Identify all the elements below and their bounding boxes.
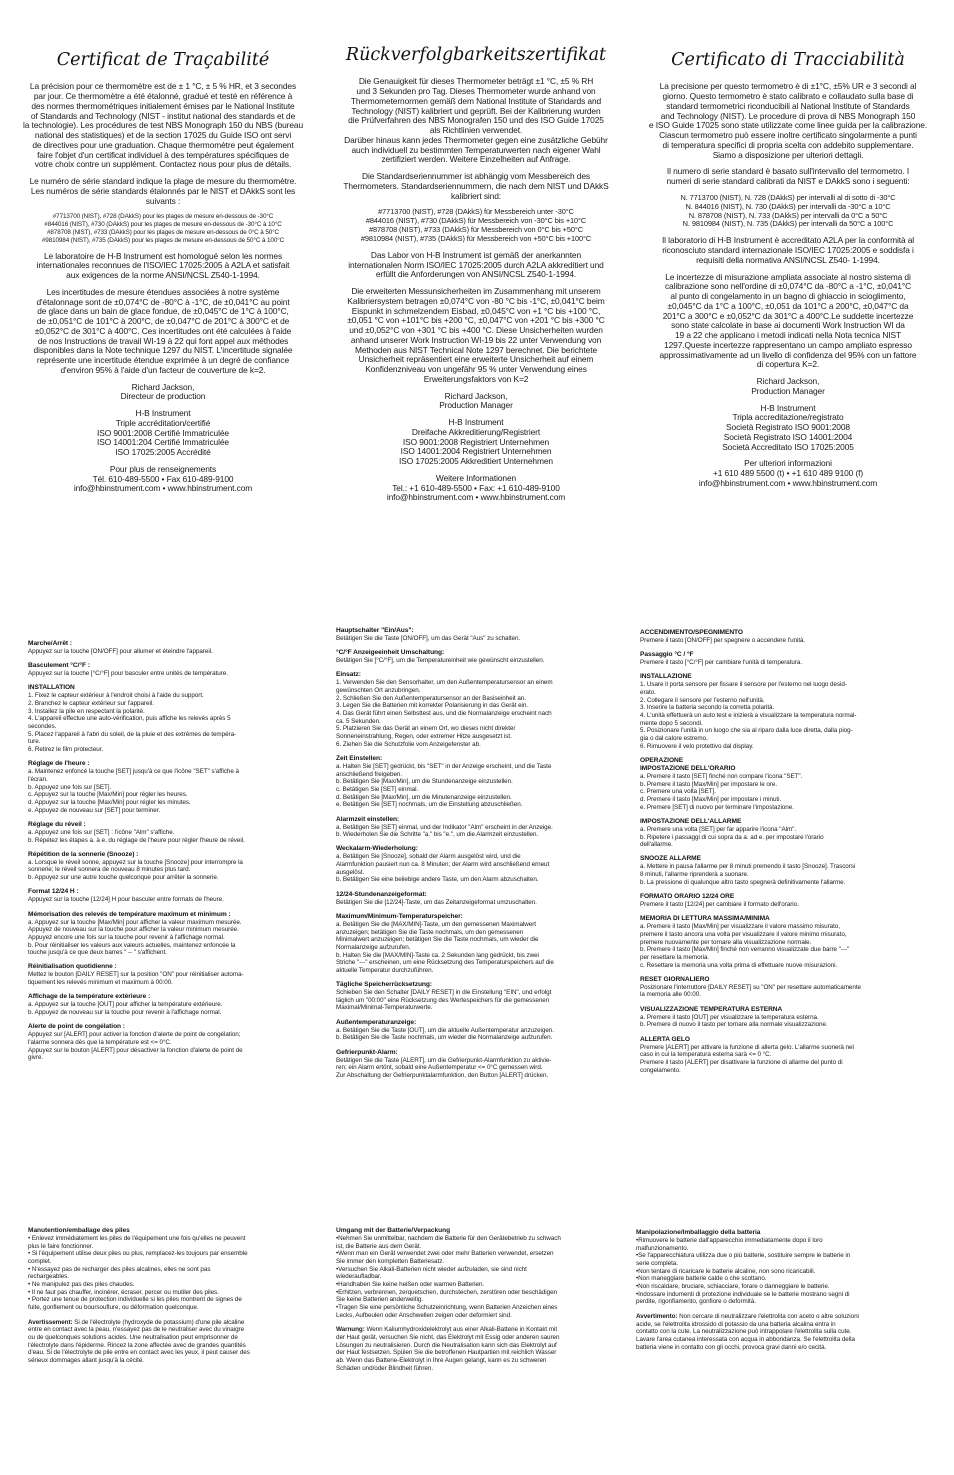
certificate-german [326,45,626,590]
instruction-heading: °C/°F Anzeigeeinheit Umschaltung: [336,649,445,657]
instruction-section [28,684,310,753]
instruction-body: a. Appuyez sur la touche [Max/Min] pour afficher la valeur maximum mesurée. Appuyez de nouveau sur la touche pour afficher la valeur minimum mesurée. Appuyez encore une fois sur la touche pour revenir à l'affichage normal. b. Pour réinitialiser les valeurs aux valeurs actuelles, maintenez enfoncée la touche jusqu'à ce que deux barres " -- " s'affichent. [28,918,242,957]
instruction-body: Posizionare l'interruttore [DAILY RESET] su "ON" per resettare automaticamente la memoria alle 00:00. [640,983,861,999]
certificate-italian [642,50,934,590]
instruction-body: 1. Fixez le capteur extérieur à l'endroit choisi à l'aide du support. 2. Branchez le capteur extérieur sur l'appareil. 3. Installez la pile en respectant la polarité. 4. L'appareil effectue une auto-vérification, puis affiche les relevés après 5 secondes. 5. Placez l'appareil à l'abri du soleil, de la pluie et des extrêmes de tempéra- ture. 6. Retirez le film protecteur. [28,692,237,754]
instruction-section [640,757,926,811]
instruction-section [640,818,926,849]
certificate-paragraph: Weitere Informationen Tel.: +1 610-489-5500 • Fax: +1 610-489-9100 info@hbinstrument.com • www.hbinstrument.com [386,472,566,503]
instruction-body: a. Appuyez sur la touche [OUT] pour afficher la température extérieure. b. Appuyez de nouveau sur la touche pour revenir à l'affichage normal. [28,1001,223,1016]
instruction-heading: VISUALIZZAZIONE TEMPERATURA ESTERNA [640,1005,783,1013]
battery-german [336,1227,626,1467]
instruction-heading: OPERAZIONE IMPOSTAZIONE DELL'ORARIO [640,756,736,773]
instruction-heading: INSTALLAZIONE [640,673,692,681]
instruction-body: Betätigen Sie die Taste [ON/OFF], um das Gerät "Aus" zu schalten. [336,635,521,643]
instruction-body: Betätigen Sie die [12/24]-Taste, um das Zeitanzeigeformat umzuschalten. [336,898,537,906]
instruction-heading: Außentemperaturanzeige: [336,1018,417,1026]
instruction-heading: MEMORIA DI LETTURA MASSIMA/MINIMA [640,915,770,923]
instruction-heading: Einsatz: [336,671,361,679]
instruction-heading: Marche/Arrêt : [28,640,73,647]
instruction-body: Betätigen Sie [°C/°F], um die Temperatureinheit wie gewünscht einzustellen. [336,657,545,665]
instruction-section [28,993,310,1016]
certificate-paragraph: H-B Instrument Triple accréditation/certifié ISO 9001:2008 Certifié Immatriculée ISO 14001:204 Certifié Immatriculée ISO 17025:2005 Accrédité [97,408,229,458]
instruction-body: Appuyez sur [ALERT] pour activer la fonction d'alerte de point de congélation; l'alarme sonnera dès que la température est <= 0°C. Appuyez sur le bouton [ALERT] pour désactiver la fonction d'alerte de point de givre. [28,1031,243,1062]
battery-body: • Enlevez immédiatement les piles de l'équipement une fois qu'elles ne peuvent plus le faire fonctionner. • Si l'équipement utilise deux piles ou plus, remplacez-les toujours par ensemble complet. • N'essayez pas de recharger des piles alcalines, elles ne sont pas rechargeables. • Ne manipulez pas des piles chaudes. • Il ne faut pas chauffer, incinérer, écraser, percer ou mutiler des piles. • Portez une tenue de protection individuelle si les piles montrent de signes de fuite, gonflement ou boursouflure, ou déformation quelconque. [28,1235,248,1312]
certificate-title: Certificat de Traçabilité [56,50,270,70]
instruction-heading: Tägliche Speicherrücksetzung: [336,981,433,989]
instruction-body: a. Premere il tasto [Max/Min] per visualizzare il valore massimo misurato, premere il tasto ancora una volta per visualizzare il valore minimo misurato, premere nuovamente per tornare alla visualizzazione normale. b. Premere il tasto [Max/Min] finché non verranno visualizzate due barre "---" per resettare la memoria. c. Resettare la memoria una volta prima di effettuare nuove misurazioni. [640,923,850,969]
instruction-section [336,913,622,975]
certificate-paragraph: Richard Jackson, Directeur de production [120,381,206,402]
instruction-body: 1. Verwenden Sie den Sensorhalter, um den Außentemperatursensor an einem gewünschten Ort anzubringen. 2. Schließen Sie den Außentemperatursensor an der Basiseinheit an. 3. Legen Sie die Batterien mit korrekter Polarisierung in das Gerät ein. 4. Das Gerät führt einen Selbsttest aus, und die Normalanzeige erscheint nach ca. 5 Sekunden. 5. Platzieren Sie das Gerät an einem Ort, wo dieses nicht direkter Sonneneinstrahlung, Regen, oder extremer Hitze ausgesetzt ist. 6. Ziehen Sie die Schutzfolie vom Anzeigefenster ab. [336,679,553,748]
instruction-heading: Réinitialisation quotidienne : [28,963,117,971]
instruction-heading: Réglage du réveil : [28,820,86,828]
battery-warning-text: Si de l'électrolyte (hydroxyde de potassium) d'une pile alcaline entre en contact avec la peau, n'essayez pas de le neutraliser avec du vinaigre ou de quelconques solutions acides. Une neutralisation peut emprisonner de l'électrolyte dans l'épiderme. Rincez la zone affectée avec de grandes quantités d'eau. Si de l'électrolyte de pile entre en contact avec les yeux, il peut causer des sérieux dommages allant jusqu'à la cécité. [28,1318,250,1365]
battery-warning [28,1319,312,1365]
instruction-section [336,627,622,643]
instruction-heading: ALLERTA GELO [640,1035,690,1043]
instruction-section [336,891,622,907]
certificate-paragraph: #7713700 (NIST), #728 (DAkkS) pour les plages de mesure en-dessous de -30°C #844016 (NIST), #730 (DAkkS) pour les plages de mesure en-dessous de -30°C à 10°C #878708 (NIST), #733 (DAkkS) pour les plages de mesure en-dessous de 0°C à 50°C #9810984 (NIST), #735 (DAkkS) pour les plages de mesure en-dessous de 50°C à 100°C [41,213,285,244]
instruction-section [336,755,622,809]
certificate-paragraph: Die Standardseriennummer ist abhängig vom Messbereich des Thermometers. Standardseriennummern, die nach dem NIST und DAkkS kalibriert sind: [343,171,609,201]
instruction-section [28,963,310,986]
battery-french [28,1227,312,1467]
instruction-heading: Mémorisation des relevés de température maximum et minimum : [28,910,231,918]
instruction-section [28,640,310,656]
certificate-title: Certificato di Tracciabilità [671,50,905,70]
certificate-paragraph: La precisione per questo termometro è di ±1°C, ±5% UR e 3 secondi al giorno. Questo termometro è stato calibrato e collaudato sulla base di standard termometrici riconducibili al National Institute of Standards and Technology (NIST). Le procedure di prova di NBS Monograph 150 e ISO Guide 17025 sono state utilizzate come linee guida per la calibrazione. Ciascun termometro può essere inoltre certificato singolarmente a punti di temperatura specifici di propria scelta con addebito supplementare. Siamo a disposizione per ulteriori dettagli. [648,81,928,160]
instruction-section [336,1049,622,1080]
instruction-heading: Répétition de la sonnerie (Snooze) : [28,850,139,858]
instruction-heading: RESET GIORNALIERO [640,975,710,983]
certificate-paragraph: La précision pour ce thermomètre est de ± 1 °C, ± 5 % HR, et 3 secondes par jour. Ce thermomètre a été étalonné, gradué et testé en référence à des normes thermométriques initialement émises par le National Institute of Standards and Technology (NIST - institut national des standards et de la technologie). Les procédures de test NBS Monograph 150 du NBS (bureau national des statistiques) et de la section 17025 du Guide ISO ont servi de directives pour une graduation. Chaque thermomètre peut également faire l'objet d'un certificat individuel à des températures spécifiques de votre choix contre un supplément. Contactez nous pour plus de détails. [22,81,304,170]
instruction-body: Appuyez sur la touche [°C/°F] pour basculer entre unités de température. [28,670,228,678]
instruction-section [28,821,310,844]
instruction-heading: Passaggio °C / °F [640,651,694,659]
instruction-heading: Zeit Einstellen: [336,754,383,762]
instruction-section [640,1006,926,1029]
instruction-section [28,888,310,904]
instruction-section [640,1036,926,1075]
instruction-body: Premere il tasto [12/24] per cambiare il formato dell'orario. [640,901,799,909]
battery-warning-text: Wenn Kaliumhydroxidelektrolyt aus einer Alkali-Batterie in Kontakt mit der Haut gerät, versuchen Sie nicht, das Elektrolyt mit Essig oder anderen sauren Lösungen zu neutralisieren. Durch die Neutralisation kann sich das Elektrolyt auf der Haut festsetzen. Spülen Sie die betroffenen Hautpartien mit reichlich Wasser ab. Wenn das Batterie-Elektrolyt in Ihre Augen gelangt, kann es zu schweren Schäden und/oder Blindheit führen. [336,1326,560,1372]
certificate-paragraph: Les incertitudes de mesure étendues associées à notre système d'étalonnage sont de ±0,074°C de -80°C à -1°C, de ±0,041°C au point de glace dans un bain de glace fondue, de ±0,045°C de 1°C à 100°C, de ±0,051°C de 101°C à 200°C, de ±0,047°C de 201°C à 300°C et de ±0,052°C de 301°C à 400°C. Ces incertitudes ont été calculées à l'aide de nos Instructions de travail WI-19 à 22 qui font appel aux méthodes disponibles dans la Note technique 1297 du NIST. L'incertitude signalée représente une incertitude étendue exprimée à un degré de confiance d'environ 95% à l'aide d'un facteur de couverture de k=2. [33,286,293,375]
instruction-body: a. Betätigen Sie [SET] einmal, und der Indikator "Alm" erscheint in der Anzeige. b. Wiederholen Sie die Schritte "a." bis "e.", um die Alarmzeit einzustellen. [336,823,553,839]
instruction-body: a. Mettere in pausa l'allarme per 8 minuti premendo il tasto [Snooze]. Trascorsi 8 minuti, l'allarme riprenderà a suonare. b. La pressione di qualunque altro tasto spegnerà definitivamente l'allarme. [640,863,856,886]
instruction-section [640,976,926,999]
instructions-german [336,627,622,1207]
battery-warning [636,1313,926,1351]
instruction-heading: Maximum/Minimum-Temperaturspeicher: [336,912,463,920]
instruction-heading: Basculement °C/°F : [28,662,90,670]
instruction-heading: INSTALLATION [28,684,75,692]
instruction-section [336,649,622,665]
instruction-heading: SNOOZE ALLARME [640,855,701,863]
instruction-section [28,911,310,957]
instruction-section [28,1023,310,1062]
instruction-heading: Format 12/24 H : [28,888,79,896]
instruction-section [640,915,926,969]
instruction-body: a. Lorsque le réveil sonne, appuyez sur la touche [Snooze] pour interrompre la sonnerie; le réveil sonnera de nouveau 8 minutes plus tard. b. Appuyez sur une autre touche quelconque pour arrêter la sonnerie. [28,858,243,882]
instruction-heading: IMPOSTAZIONE DELL'ALLARME [640,817,742,825]
instruction-body: 1. Usare il porta sensore per fissare il sensore per l'esterno nel luogo desid- erato. 2. Collegare il sensore per l'esterno nell'unità. 3. Inserire la batteria secondo la corretta polarità. 4. L'unità effettuerà un auto test e inizierà a visualizzare la temperatura normal- mente dopo 5 secondi. 5. Posizionare l'unità in un luogo che sia al riparo dalla luce diretta, dalla piog- gia o dal calore estremo. 6. Rimuovere il velo protettivo dal display. [640,681,857,750]
instruction-section [336,981,622,1012]
instruction-section [640,893,926,909]
instruction-section [640,651,926,667]
certificate-paragraph: H-B Instrument Dreifache Akkreditierung/Registriert ISO 9001:2008 Registriert Unternehmen ISO 14001:2004 Registriert Unternehmen ISO 17025:2005 Akkreditiert Unternehmen [399,417,553,467]
instruction-body: a. Maintenez enfoncé la touche [SET] jusqu'à ce que l'icône "SET" s'affiche à l'écran. b. Appuyez une fois sur [SET]. c. Appuyez sur la touche [Max/Min] pour régler les heures. d. Appuyez sur la touche [Max/Min] pour régler les minutes. e. Appuyez de nouveau sur [SET] pour terminer. [28,768,239,814]
battery-warning [336,1326,626,1372]
instruction-section [336,1019,622,1042]
instruction-body: Appuyez sur la touche [ON/OFF] pour allumer et éteindre l'appareil. [28,648,213,656]
battery-warning-label: Avertissement: [28,1318,73,1326]
certificate-title: Rückverfolgbarkeitszertifikat [345,45,607,65]
instruction-section [640,673,926,750]
battery-warning-label: Warnung: [336,1326,365,1334]
certificate-paragraph: N. 7713700 (NIST), N. 728 (DAkkS) per intervalli al di sotto di -30°C N. 844016 (NIST), N. 730 (DAkkS) per intervalli da -30°C a 10°C N. 878708 (NIST), N. 733 (DAkkS) per intervalli da 0°C a 50°C N. 9810984 (NIST), N. 735 (DAkkS) per intervalli da 50°C a 100°C [680,192,896,229]
battery-body: •Nehmen Sie unmittelbar, nachdem die Batterie für den Gerätebetrieb zu schwach ist, die Batterie aus dem Gerät. •Wenn man ein Gerät verwendet zwei oder mehr Batterien verwendet, ersetzen Sie immer den kompletten Batteriesatz. •Versuchen Sie Alkali-Batterien nicht wieder aufzuladen, sie sind nicht wiederaufladbar. •Handhaben Sie keine heißen oder warmen Batterien. •Erhitzen, verbrennen, zerquetschen, durchstechen, zerstören oder beschädigen Sie keine Batterien anderweitig. •Tragen Sie eine persönliche Schutzeinrichtung, wenn Batterien Anzeichen eines Lecks, Aufbeulen oder Anschwellen zeigen oder deformiert sind. [336,1235,561,1319]
instruction-body: a. Premere il tasto [SET] finché non compare l'icona "SET". b. Premere il tasto [Max/Min] per impostare le ore. c. Premere una volta [SET]. d. Premere il tasto [Max/Min] per impostare i minuti. e. Premere [SET] di nuovo per terminare l'impostazione. [640,773,803,811]
certificate-paragraph: Le incertezze di misurazione ampliata associate al nostro sistema di calibrazione sono nell'ordine di ±0,074°C da -80°C a -1°C, ±0,041°C al punto di congelamento in un bagno di ghiaccio in scioglimento, ±0,045°C da 1°C a 100°C, ±0,051 da 101°C a 200°C, ±0,047°C da 201°C a 300°C e ±0,052°C da 301°C a 400°C.Le suddette incertezze sono state calcolate in base ai documenti Work Instruction WI da 19 a 22 che applicano i metodi indicati nella Nota tecnica NIST 1297.Queste incertezze rappresentano un campo ampliato espresso approssimativamente ad un livello di confidenza del 95% con un fattore di copertura K=2. [659,271,917,370]
certificate-paragraph: H-B Instrument Tripla accreditazione/registrato Società Registrato ISO 9001:2008 Società Registrato ISO 14001:2004 Società Accreditato ISO 17025:2005 [722,402,854,452]
instruction-heading: Weckalarm-Wiederholung: [336,845,418,853]
instruction-body: a. Premere il tasto [OUT] per visualizzare la temperatura esterna. b. Premere di nuovo il tasto per tornare alla normale visualizzazione. [640,1013,828,1029]
certificate-paragraph: Le laboratoire de H-B Instrument est homologué selon les normes internationales reconnues de l'ISO/IEC 17025:2005 à A2LA et satisfait aux exigences de la norme ANSI/NCSL Z540-1-1994. [36,250,290,281]
instruction-body: Schieben Sie den Schalter [DAILY RESET] in die Einstellung "EIN", und erfolgt täglich um "00:00" eine Rücksetzung des Wertespeichers für die gemessenen Maximal/Minimal-Temperaturwerte. [336,989,552,1012]
instruction-body: a. Premere una volta [SET] per far apparire l'icona "Alm". b. Ripetere i passaggi di cui sopra da a. ad e. per impostare l'orario dell'allarme. [640,825,824,849]
instruction-body: a. Appuyez une fois sur [SET] : l'icône "Alm" s'affiche. b. Répétez les étapes a. à e. du réglage de l'heure pour régler l'heure de réveil. [28,828,245,844]
instruction-body: a. Betätigen Sie die Taste [OUT], um die aktuelle Außentemperatur anzuzeigen. b. Betätigen Sie die Taste nochmals, um wieder die Normalanzeige aufzurufen. [336,1026,554,1042]
instruction-body: Premere il tasto [ON/OFF] per spegnere o accendere l'unità. [640,637,806,645]
instruction-heading: Alarmzeit einstellen: [336,815,400,823]
instruction-heading: Affichage de la température extérieure : [28,993,151,1001]
certificate-paragraph: Das Labor von H-B Instrument ist gemäß der anerkannten internationalen Norm ISO/IEC 17025:2005 durch A2LA akkreditiert und erfüllt die Anforderungen von ANSI/NCSL Z540-1-1994. [348,249,604,280]
instruction-section [28,760,310,814]
certificate-french [20,50,306,590]
certificate-paragraph: Die erweiterten Messunsicherheiten im Zusammenhang mit unserem Kalibriersystem betragen ±0,074°C von -80 °C bis -1°C, ±0,041°C beim Eispunkt in schmelzendem Eisbad, ±0,045°C von +1 °C bis +100 °C, ±0,051 °C von +101°C bis +200 °C, ±0,047°C von +201 °C bis +300 °C und ±0,052°C von +301 °C bis +400 °C. Diese Unsicherheiten wurden anhand unserer Work Instruction WI-19 bis 22 unter Verwendung von Methoden aus NIST Technical Note 1297 berechnet. Die berichtete Unsicherheit repräsentiert eine erweiterte Unsicherheit auf einem Konfidenzniveau von ungefähr 95 % unter Verwendung eines Erweiterungsfaktors von K=2 [347,286,605,384]
instruction-section [336,816,622,839]
certificate-paragraph: Il numero di serie standard è basato sull'intervallo del termometro. I numeri di serie standard calibrati da NIST e DAkkS sono i seguenti: [666,166,910,187]
battery-warning-label: Avvertimento: [636,1313,678,1321]
certificate-paragraph: Richard Jackson, Production Manager [751,376,825,396]
instruction-body: Betätigen Sie die Taste [ALERT], um die Gefrierpunkt-Alarmfunktion zu aktivie- ren; ein Alarm ertönt, sobald eine Außentemperatur <= 0°C gemessen wird. Zur Abschaltung der Gefrierpunktalarmfunktion, den Button [ALERT] drücken. [336,1056,552,1079]
instruction-heading: Alerte de point de congélation : [28,1023,125,1031]
certificate-paragraph: Il laboratorio di H-B Instrument è accreditato A2LA per la conformità al riconosciuto standard internazionale ISO/IEC 17025:2005 e soddisfa i requisiti della normativa ANSI/NCSL Z540- 1-1994. [661,235,915,265]
instruction-section [640,855,926,886]
certificate-paragraph: #7713700 (NIST), #728 (DAkkS) für Messbereich unter -30°C #844016 (NIST), #730 (DAkkS) für Messbereich von -30°C bis +10°C #878708 (NIST), #733 (DAkkS) für Messbereich von 0°C bis +50°C #9810984 (NIST), #735 (DAkkS) für Messbereich von +50°C bis +100°C [360,207,592,243]
instruction-heading: Réglage de l'heure : [28,760,90,768]
instructions-italian [640,629,926,1207]
certificate-paragraph: Per ulteriori informazioni +1 610 489 5500 (t) • +1 610 489 9100 (f) info@hbinstrument.com • www.hbinstrument.com [698,458,878,488]
instruction-body: a. Betätigen Sie [Snooze], sobald der Alarm ausgelöst wird, und die Alarmfunktion pausiert nun ca. 8 Minuten; der Alarm wird anschließend erneut ausgelöst. b. Betätigen Sie eine beliebige andere Taste, um den Alarm abzuschalten. [336,853,550,884]
battery-heading: Manipolazione/Imballaggio della batteria [636,1229,761,1236]
instruction-body: Appuyez sur la touche [12/24] H pour basculer entre formats de l'heure. [28,896,224,904]
instruction-section [336,845,622,884]
instruction-body: Mettez le bouton [DAILY RESET] sur la position "ON" pour réinitialiser automa- tiquement les relevés minimum et maximum à 00:00. [28,971,244,987]
battery-heading: Umgang mit der Batterie/Verpackung [336,1227,451,1234]
instruction-section [28,851,310,882]
instruction-heading: FORMATO ORARIO 12/24 ORE [640,893,735,900]
certificate-paragraph: Pour plus de renseignements Tél. 610-489-5500 • Fax 610-489-9100 info@hbinstrument.com • www.hbinstrument.com [73,463,253,494]
instruction-body: a. Betätigen Sie die [MAX/MIN]-Taste, um den gemessenen Maximalwert anzuzeigen; betätigen Sie die Taste nochmals, um den gemessenen Minimalwert anzuzeigen; betätigen Sie die Taste nochmals, um wieder die Normalanzeige aufzurufen. b. Halten Sie die [MAX/MIN]-Taste ca. 2 Sekunden lang gedrückt, bis zwei Striche "---" erscheinen, um eine Rücksetzung des Temperaturspeichers auf die aktuelle Temperatur durchzuführen. [336,920,554,974]
certificate-paragraph: Le numéro de série standard indique la plage de mesure du thermomètre. Les numéros de série standards étalonnés par le NIST et DAkkS sont les suivants : [29,176,297,206]
instruction-section [640,629,926,645]
instruction-body: a. Halten Sie [SET] gedrückt, bis "SET" in der Anzeige erscheint, und die Taste anschließend freigeben. b. Betätigen Sie [Max/Min], um die Stundenanzeige einzustellen. c. Betätigen Sie [SET] einmal. d. Betätigen Sie [Max/Min], um die Minutenanzeige einzustellen. e. Betätigen Sie [SET] nochmals, um die Einstellung abzuschließen. [336,763,552,809]
battery-warning-text: Non cercare di neutralizzare l'elettrolita con aceto o altre soluzioni acide, se l'elettrolita idrossido di potassio da una batteria alcalina entra in contatto con la cute. La neutralizzazione può intrappolare l'elettrolita sulla cute. Lavare l'area cutanea interessata con acqua in abbondanza. Se l'elettrolita della batteria viene in contatto con gli occhi, provoca gravi danni e/o cecità. [636,1313,859,1351]
battery-italian [636,1229,926,1467]
instruction-heading: ACCENDIMENTO/SPEGNIMENTO [640,629,743,636]
battery-body: •Rimuovere le batterie dall'apparecchio immediatamente dopo il loro malfunzionamento. •Se l'apparecchiatura utilizza due o più batterie, sostituire sempre le batterie in serie completa. •Non tentare di ricaricare le batterie alcaline, non sono ricaricabili. •Non maneggiare batterie calde o che scottano. •Non riscaldare, bruciare, schiacciare, forare o danneggiare le batterie. •Indossare indumenti di protezione individuale se le batterie mostrano segni di perdite, rigonfiamento, gonfiore o deformità. [636,1237,851,1306]
instruction-section [28,662,310,678]
instruction-heading: 12/24-Stundenanzeigeformat: [336,890,427,898]
battery-heading: Manutention/emballage des piles [28,1227,130,1234]
instruction-body: Premere [ALERT] per attivare la funzione di allerta gelo. L'allarme suonerà nel caso in cui la temperatura esterna sarà <= 0 °C. Premere il tasto [ALERT] per disattivare la funzione di allarme del punto di congelamento. [640,1043,854,1074]
instruction-body: Premere il tasto [°C/°F] per cambiare l'unità di temperatura. [640,659,803,667]
certificate-paragraph: Richard Jackson, Production Manager [439,390,513,411]
instructions-french [28,640,310,1205]
instruction-heading: Hauptschalter "Ein/Aus": [336,627,414,634]
instruction-section [336,671,622,748]
instruction-heading: Gefrierpunkt-Alarm: [336,1048,398,1056]
certificate-paragraph: Die Genauigkeit für dieses Thermometer beträgt ±1 °C, ±5 % RH und 3 Sekunden pro Tag. Dieses Thermometer wurde anhand von Thermometernormen gemäß dem National Institute of Standards and Technology (NIST) kalibriert und geprüft. Bei der Kalibrierung wurden die Prüfverfahren des NBS Monografen 150 und des ISO Guide 17025 als Richtlinien verwendet. Darüber hinaus kann jedes Thermometer gegen eine zusätzliche Gebühr auch individuell zu bestimmten Temperaturwerten nach eigener Wahl zertifiziert werden. Weitere Einzelheiten auf Anfrage. [344,76,608,165]
